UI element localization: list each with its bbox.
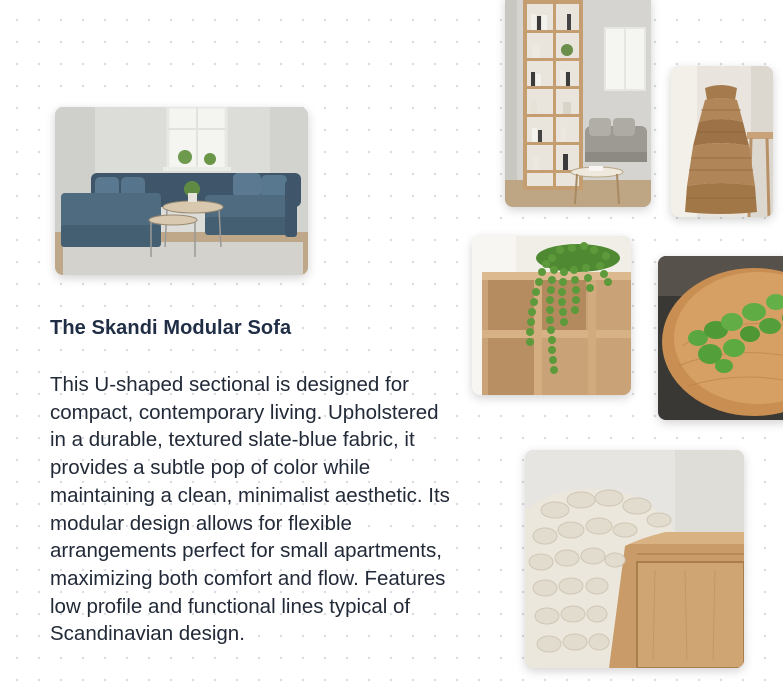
bookshelf-room-photo[interactable] (505, 0, 651, 207)
knit-throw-photo[interactable] (525, 450, 744, 668)
woven-basket-photo[interactable] (671, 66, 773, 217)
product-title: The Skandi Modular Sofa (50, 317, 292, 339)
product-description: This U-shaped sectional is designed for compact, contemporary living. Upholstered in a durable, textured slate-blue fabric, it provides a subtle pop of color while maintaining a clean, minimalist aesthetic. Its modular design allows for flexible arrangements perfect for small apartments, maximizing both comfort and flow. Features low profile and functional lines typical of Scandinavian design. (50, 373, 450, 646)
hanging-plant-photo[interactable] (472, 236, 631, 395)
sofa-living-room-photo[interactable] (55, 107, 308, 275)
table-plant-photo[interactable] (658, 256, 783, 420)
